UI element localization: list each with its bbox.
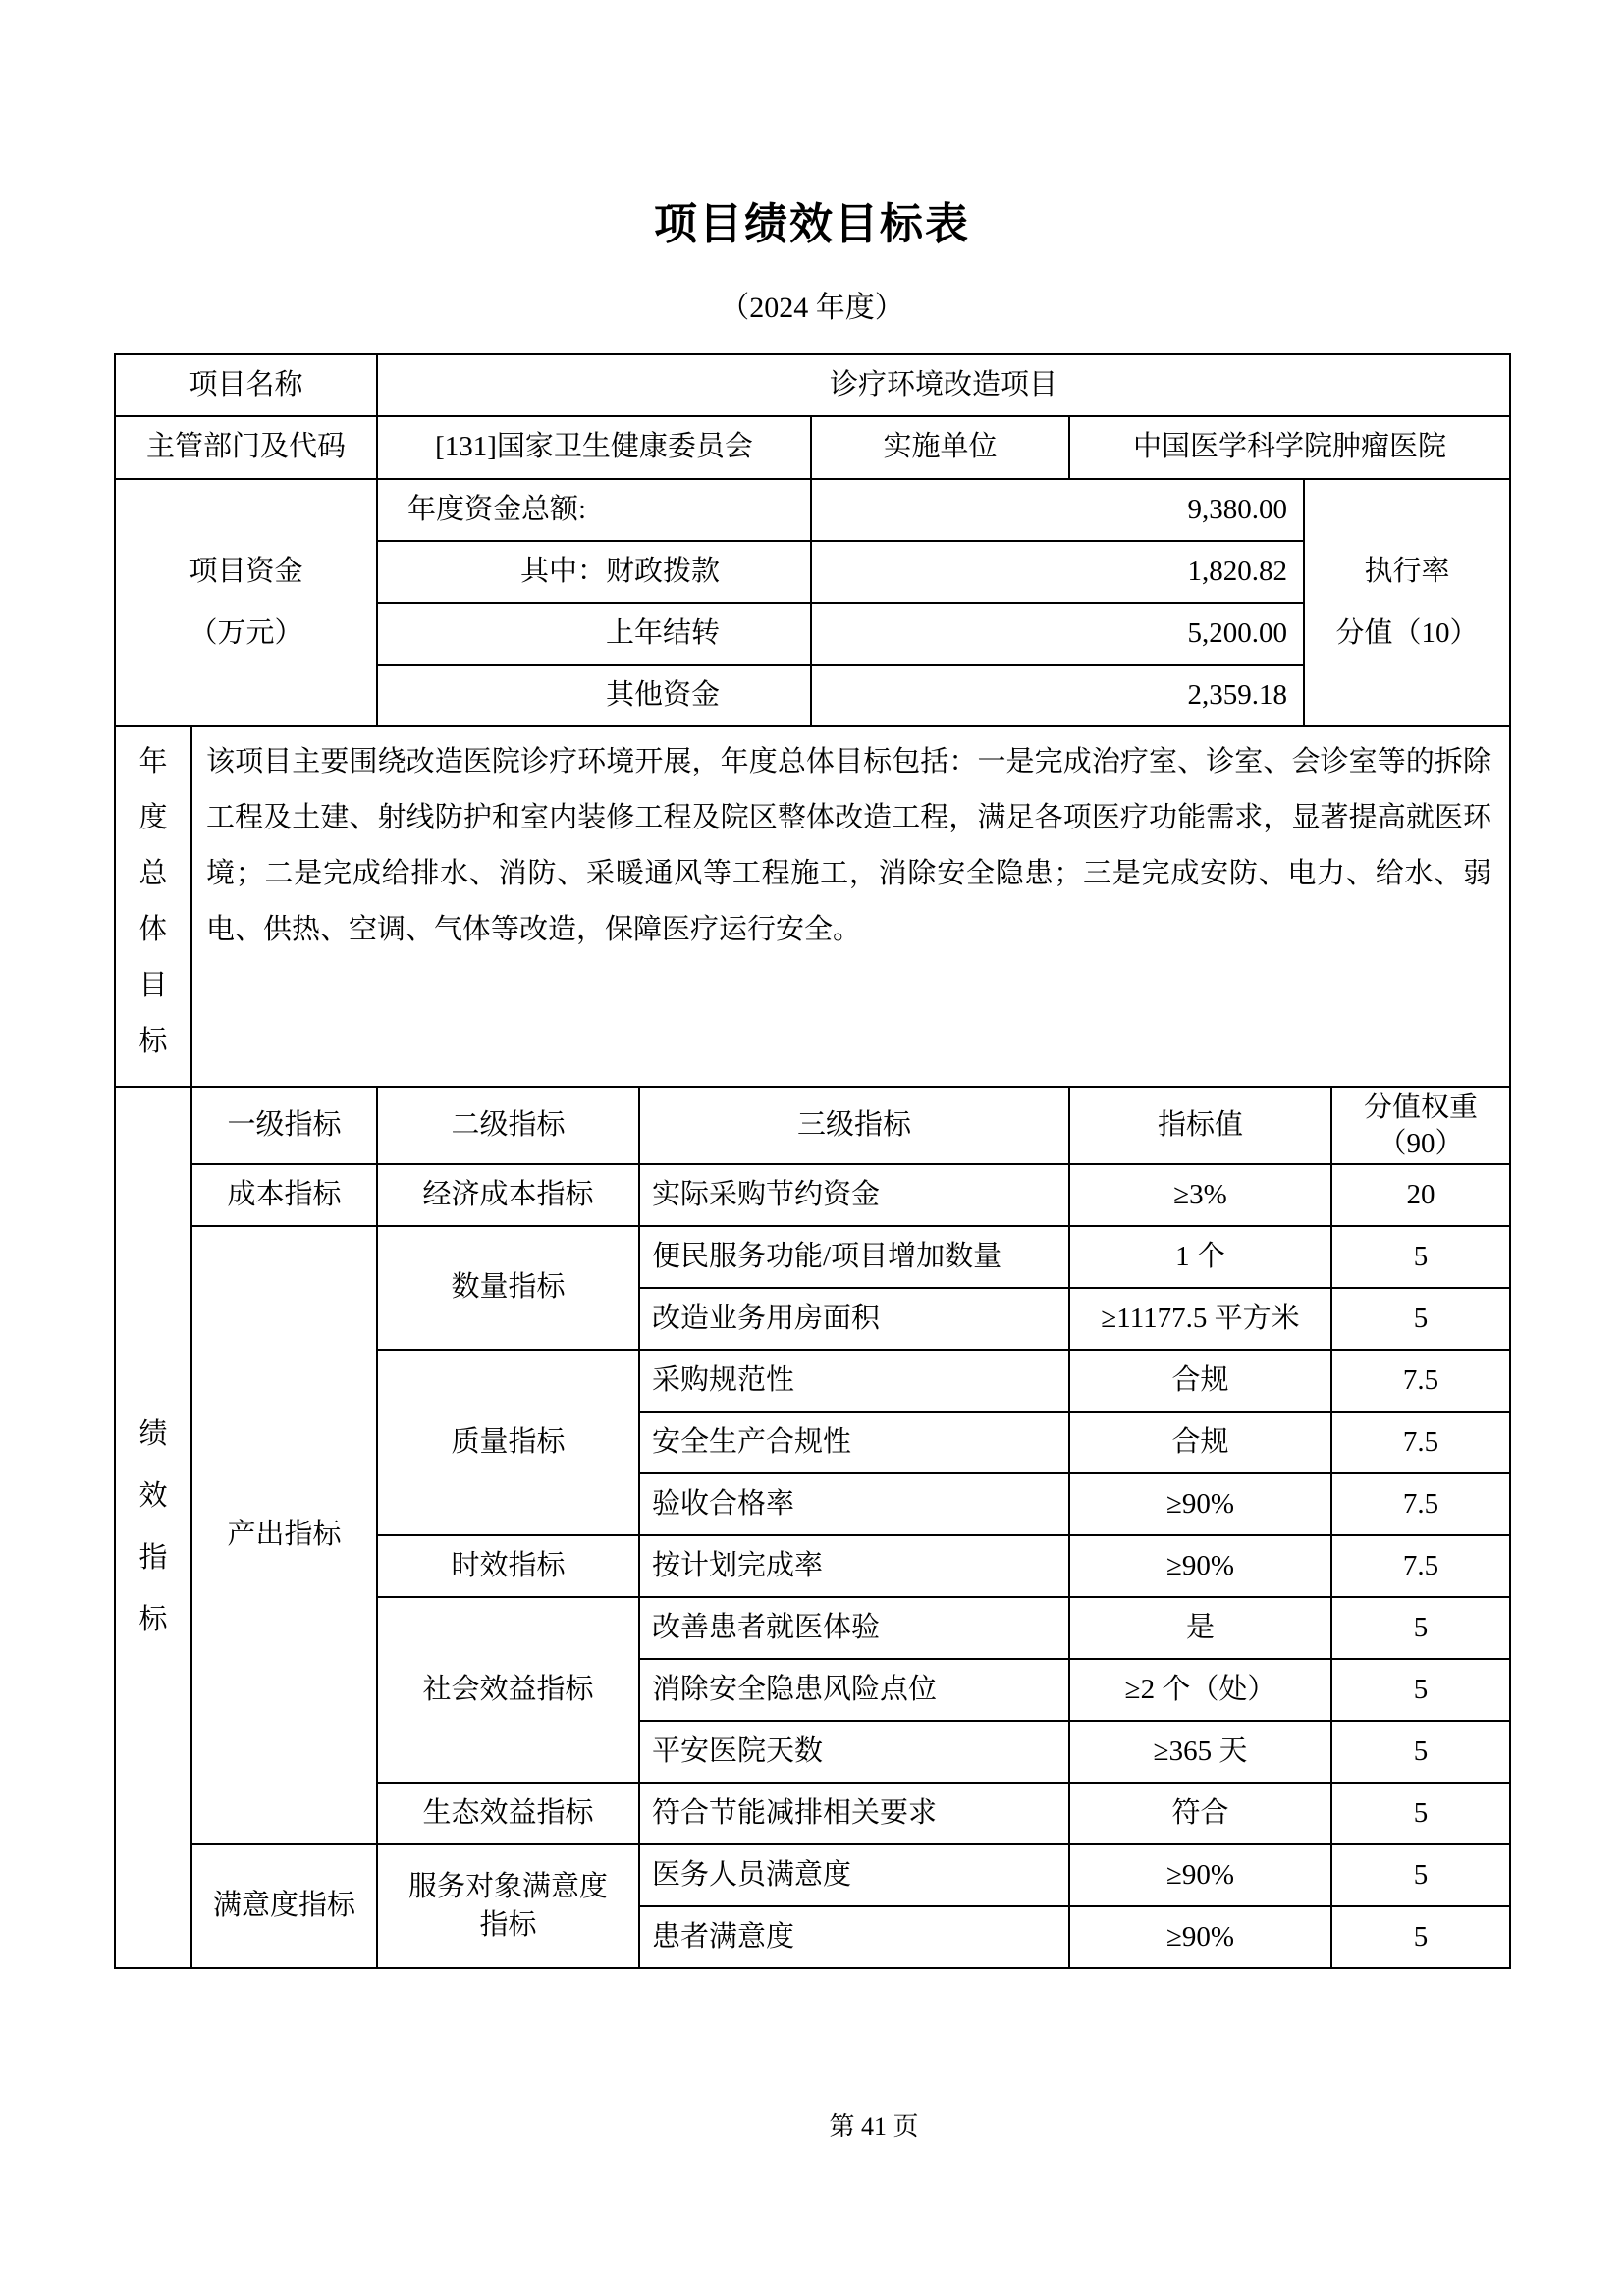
page-subtitle: （2024 年度） bbox=[720, 292, 904, 324]
level2-economic: 经济成本指标 bbox=[377, 1164, 639, 1226]
execution-rate-line2: 分值（10） bbox=[1335, 617, 1479, 649]
level3-cell: 平安医院天数 bbox=[639, 1721, 1069, 1783]
level3-cell: 消除安全隐患风险点位 bbox=[639, 1659, 1069, 1721]
funding-value-total: 9,380.00 bbox=[811, 479, 1304, 541]
weight-cell: 5 bbox=[1331, 1844, 1510, 1906]
project-name-label: 项目名称 bbox=[115, 354, 377, 416]
indicator-row bbox=[115, 1844, 1510, 1906]
funding-label bbox=[115, 479, 377, 726]
funding-item-other: 其他资金 bbox=[377, 665, 811, 726]
implementing-unit-label: 实施单位 bbox=[811, 416, 1069, 479]
performance-indicator-side-text: 绩效指标 bbox=[138, 1418, 168, 1635]
level2-ecological: 生态效益指标 bbox=[377, 1783, 639, 1844]
page-title: 项目绩效目标表 bbox=[654, 200, 970, 248]
weight-cell: 7.5 bbox=[1331, 1535, 1510, 1597]
level3-cell: 按计划完成率 bbox=[639, 1535, 1069, 1597]
project-name-value: 诊疗环境改造项目 bbox=[377, 354, 1510, 416]
annual-goal-row bbox=[115, 726, 1510, 1087]
level3-cell: 采购规范性 bbox=[639, 1350, 1069, 1412]
value-cell: 是 bbox=[1069, 1597, 1331, 1659]
value-cell: ≥365 天 bbox=[1069, 1721, 1331, 1783]
level3-cell: 安全生产合规性 bbox=[639, 1412, 1069, 1473]
header-weight-line2: （90） bbox=[1378, 1127, 1464, 1159]
department-value: [131]国家卫生健康委员会 bbox=[377, 416, 811, 479]
value-cell: ≥90% bbox=[1069, 1473, 1331, 1535]
header-weight bbox=[1331, 1087, 1510, 1164]
execution-rate-line1: 执行率 bbox=[1364, 556, 1450, 587]
weight-cell: 5 bbox=[1331, 1226, 1510, 1288]
weight-cell: 7.5 bbox=[1331, 1473, 1510, 1535]
funding-item-fiscal: 其中：财政拨款 bbox=[377, 541, 811, 603]
header-weight-line1: 分值权重 bbox=[1364, 1091, 1479, 1123]
weight-cell: 5 bbox=[1331, 1783, 1510, 1844]
level1-satisfaction: 满意度指标 bbox=[191, 1844, 377, 1968]
performance-indicator-side-label bbox=[115, 1087, 191, 1968]
funding-value-carryover: 5,200.00 bbox=[811, 603, 1304, 665]
value-cell: ≥90% bbox=[1069, 1844, 1331, 1906]
value-cell: 1 个 bbox=[1069, 1226, 1331, 1288]
weight-cell: 5 bbox=[1331, 1597, 1510, 1659]
weight-cell: 5 bbox=[1331, 1906, 1510, 1968]
level2-timeliness: 时效指标 bbox=[377, 1535, 639, 1597]
indicator-header-row bbox=[115, 1087, 1510, 1164]
level2-service-text: 服务对象满意度指标 bbox=[408, 1870, 609, 1941]
execution-rate-cell bbox=[1304, 479, 1510, 726]
weight-cell: 5 bbox=[1331, 1721, 1510, 1783]
annual-goal-label-text: 年度总体目标 bbox=[138, 746, 168, 1057]
funding-item-carryover: 上年结转 bbox=[377, 603, 811, 665]
value-cell: ≥2 个（处） bbox=[1069, 1659, 1331, 1721]
funding-label-line2: （万元） bbox=[189, 617, 303, 649]
page-number: 第 41 页 bbox=[829, 2112, 919, 2141]
header-level3: 三级指标 bbox=[639, 1087, 1069, 1164]
value-cell: ≥90% bbox=[1069, 1906, 1331, 1968]
annual-goal-label bbox=[115, 726, 191, 1087]
weight-cell: 5 bbox=[1331, 1288, 1510, 1350]
value-cell: 合规 bbox=[1069, 1350, 1331, 1412]
funding-value-other: 2,359.18 bbox=[811, 665, 1304, 726]
level3-cell: 改造业务用房面积 bbox=[639, 1288, 1069, 1350]
funding-row-total bbox=[115, 479, 1510, 541]
indicator-row bbox=[115, 1164, 1510, 1226]
level3-cell: 验收合格率 bbox=[639, 1473, 1069, 1535]
header-level1: 一级指标 bbox=[191, 1087, 377, 1164]
level3-cell: 患者满意度 bbox=[639, 1906, 1069, 1968]
value-cell: ≥11177.5 平方米 bbox=[1069, 1288, 1331, 1350]
level2-service bbox=[377, 1844, 639, 1968]
value-cell: ≥90% bbox=[1069, 1535, 1331, 1597]
department-row bbox=[115, 416, 1510, 479]
level3-cell: 医务人员满意度 bbox=[639, 1844, 1069, 1906]
level1-cost: 成本指标 bbox=[191, 1164, 377, 1226]
level2-quality: 质量指标 bbox=[377, 1350, 639, 1535]
indicator-row bbox=[115, 1226, 1510, 1288]
annual-goal-text: 该项目主要围绕改造医院诊疗环境开展，年度总体目标包括：一是完成治疗室、诊室、会诊室等的拆除工程及土建、射线防护和室内装修工程及院区整体改造工程，满足各项医疗功能需求，显著提高就医环境；二是完成给排水、消防、采暖通风等工程施工，消除安全隐患；三是完成安防、电力、给水、弱电、供热、空调、气体等改造，保障医疗运行安全。 bbox=[191, 726, 1510, 1087]
implementing-unit-value: 中国医学科学院肿瘤医院 bbox=[1069, 416, 1510, 479]
weight-cell: 5 bbox=[1331, 1659, 1510, 1721]
level3-cell: 改善患者就医体验 bbox=[639, 1597, 1069, 1659]
level2-quantity: 数量指标 bbox=[377, 1226, 639, 1350]
value-cell: ≥3% bbox=[1069, 1164, 1331, 1226]
level3-cell: 实际采购节约资金 bbox=[639, 1164, 1069, 1226]
department-label: 主管部门及代码 bbox=[115, 416, 377, 479]
level3-cell: 符合节能减排相关要求 bbox=[639, 1783, 1069, 1844]
value-cell: 合规 bbox=[1069, 1412, 1331, 1473]
performance-target-table bbox=[114, 353, 1511, 1969]
level2-social: 社会效益指标 bbox=[377, 1597, 639, 1783]
header-level2: 二级指标 bbox=[377, 1087, 639, 1164]
weight-cell: 20 bbox=[1331, 1164, 1510, 1226]
project-name-row bbox=[115, 354, 1510, 416]
header-value: 指标值 bbox=[1069, 1087, 1331, 1164]
value-cell: 符合 bbox=[1069, 1783, 1331, 1844]
weight-cell: 7.5 bbox=[1331, 1350, 1510, 1412]
level1-output: 产出指标 bbox=[191, 1226, 377, 1844]
funding-label-line1: 项目资金 bbox=[189, 556, 303, 587]
level3-cell: 便民服务功能/项目增加数量 bbox=[639, 1226, 1069, 1288]
weight-cell: 7.5 bbox=[1331, 1412, 1510, 1473]
funding-item-total: 年度资金总额: bbox=[377, 479, 811, 541]
funding-value-fiscal: 1,820.82 bbox=[811, 541, 1304, 603]
